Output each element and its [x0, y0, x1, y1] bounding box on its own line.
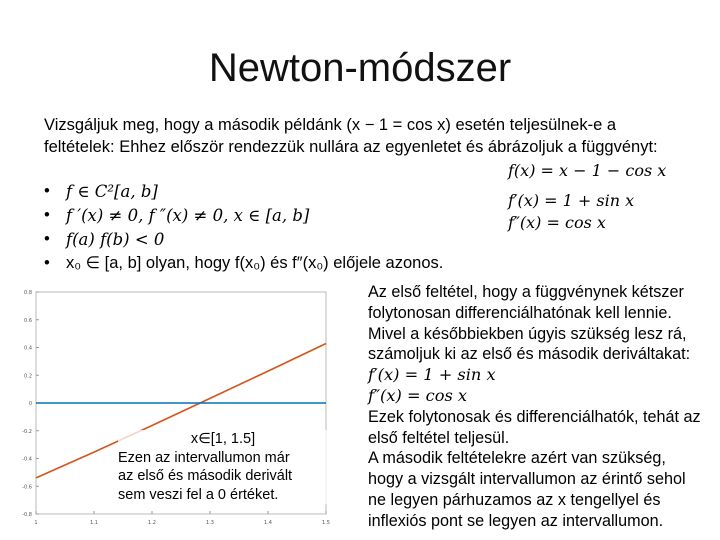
explanation-line: Az első feltétel, hogy a függvénynek kétszer [368, 283, 684, 301]
y-tick-label: -0.2 [22, 428, 32, 435]
condition-list [44, 180, 443, 275]
function-definitions [508, 160, 666, 234]
y-tick-label: 0.4 [24, 345, 32, 352]
x-tick-label: 1.3 [206, 520, 214, 526]
y-tick-label: -0.6 [22, 484, 32, 491]
explanation-line: inflexiós pont se legyen az intervallumon. [368, 511, 664, 530]
explanation-line: Ezek folytonosak és differenciálhatók, tehát az [368, 407, 701, 426]
condition-item: • f(a) f(b) < 0 [44, 228, 443, 252]
explanation-line: A második feltételekre azért van szükség, [368, 449, 666, 468]
x-tick-label: 1.1 [90, 520, 98, 526]
x-tick-label: 1.2 [148, 520, 156, 526]
intro-line-1: Vizsgáljuk meg, hogy a második példánk (x − 1 = cos x) esetén teljesülnek-e a [44, 116, 617, 134]
intro-text [44, 114, 684, 158]
intro-line-2: feltételek: Ehhez először rendezzük nullára az egyenletet és ábrázoljuk a függvényt: [44, 138, 658, 156]
interval-note-line: Ezen az intervallumon már [118, 449, 290, 466]
explanation-formula: f′(x) = 1 + sin x [368, 365, 496, 385]
explanation-line: első feltétel teljesül. [368, 428, 510, 447]
y-tick-label: -0.4 [22, 456, 32, 463]
function-f: f(x) = x − 1 − cos x [508, 161, 667, 180]
y-tick-label: 0 [28, 401, 32, 407]
y-tick-label: 0.8 [24, 290, 32, 296]
interval-note-line: az első és második derivált [118, 468, 293, 484]
slide-title: Newton-módszer [208, 46, 512, 90]
explanation-formula: f″(x) = cos x [368, 385, 468, 405]
y-tick-label: -0.8 [22, 512, 32, 518]
x-tick-label: 1 [34, 520, 38, 526]
x-tick-label: 1.5 [322, 520, 330, 526]
interval-note-line: sem veszi fel a 0 értéket. [118, 486, 279, 503]
interval-label: x∈[1, 1.5] [190, 431, 256, 447]
explanation-line: folytonosan differenciálhatónak kell lennie. [368, 303, 672, 322]
explanation-line: számoljuk ki az első és második deriváltakat: [368, 345, 691, 364]
y-tick-label: 0.2 [24, 373, 32, 380]
function-f-double-prime: f″(x) = cos x [508, 213, 606, 232]
condition-item: • x₀ ∈ [a, b] olyan, hogy f(x₀) és f″(x₀) előjele azonos. [44, 252, 443, 275]
condition-item: • f ′(x) ≠ 0, f ″(x) ≠ 0, x ∈ [a, b] [44, 204, 443, 228]
function-f-prime: f′(x) = 1 + sin x [508, 191, 635, 210]
explanation-line: Mivel a későbbiekben úgyis szükség lesz rá, [368, 324, 687, 343]
explanation-text [368, 282, 718, 532]
y-tick-label: 0.6 [24, 317, 32, 324]
x-tick-label: 1.4 [264, 520, 272, 526]
explanation-line: hogy a vizsgált intervallumon az érintő sehol [368, 470, 686, 489]
interval-note [118, 430, 328, 504]
condition-item: • f ∈ C²[a, b] [44, 180, 443, 204]
explanation-line: ne legyen párhuzamos az x tengellyel és [368, 490, 661, 509]
